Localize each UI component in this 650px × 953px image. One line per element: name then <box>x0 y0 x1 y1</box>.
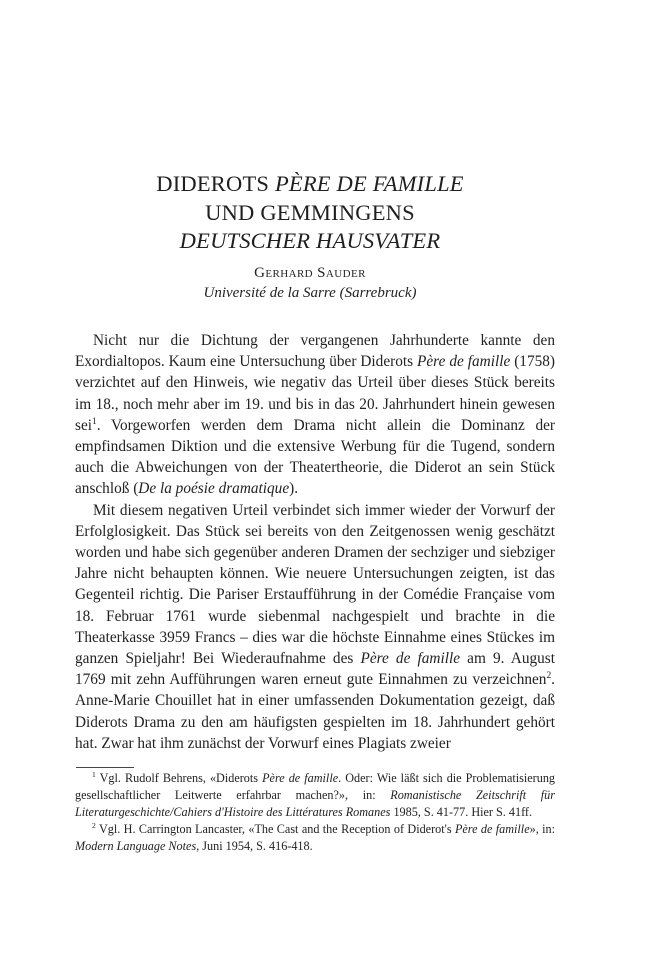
italic-run: De la poésie dramatique <box>138 480 290 498</box>
italic-run: Père de famille <box>454 822 530 837</box>
footnote-1 <box>75 770 555 821</box>
italic-run: Père de famille <box>360 650 461 668</box>
title-italic: PÈRE DE FAMILLE <box>274 171 464 196</box>
author-name: Gerhard Sauder <box>254 265 366 281</box>
text-run: . Vorgeworfen werden dem Drama nicht allein die Dominanz der empfindsamen Diktion und die extensive Werbung für die Tugend, sondern auch die Abweichungen von der Theatertheorie, die Diderot an sein Stück anschloß ( <box>75 416 555 498</box>
footnote-ref-1[interactable]: 1 <box>92 416 97 427</box>
footnote-ref-2[interactable]: 2 <box>546 671 552 682</box>
title-line-3 <box>0 227 620 255</box>
footnote-divider <box>76 767 134 768</box>
footnote-number: 2 <box>92 821 96 831</box>
title-italic-2: DEUTSCHER HAUSVATER <box>179 228 441 253</box>
text-run: Vgl. H. Carrington Lancaster, «The Cast and the Reception of Diderot's <box>95 822 455 837</box>
footnote-2 <box>75 821 555 855</box>
paragraph-1 <box>75 330 555 500</box>
italic-run: Père de famille <box>262 771 339 785</box>
title-upright: DIDEROTS <box>156 171 275 196</box>
text-run: Mit diesem negativen Urteil verbindet sich immer wieder der Vorwurf der Erfolglosigkeit. Das Stück sei bereits von den Zeitgenossen wenig geschätzt worden und habe sich gegenüber anderen Dramen der sechziger und siebziger Jahre nicht behaupten können. Wie neuere Untersuchungen zeigten, ist das Gegenteil richtig. Die Pariser Erstaufführung in der Comédie Française vom 18. Februar 1761 wurde siebenmal nachgespielt und brachte in die Theaterkasse 3959 Francs – dies war die höchste Einnahme eines Stückes im ganzen Spieljahr! Bei Wiederaufnahme des <box>75 501 555 668</box>
title-line-1 <box>0 170 620 198</box>
text-run: (1758) verzichtet auf den Hinweis, wie negativ das Urteil über dieses Stück bereits im 18., noch mehr aber im 19. und bis in das 20. Jahrhundert hinein gewesen sei <box>75 353 555 434</box>
text-run: ). <box>289 480 299 498</box>
text-run: 1985, S. 41-77. Hier S. 41ff. <box>390 805 533 820</box>
italic-run: Romanistische Zeitschrift für Literaturgeschichte/Cahiers d'Histoire des Littératures Romanes <box>75 788 555 820</box>
italic-run: Modern Language Notes <box>75 839 197 854</box>
text-run: Nicht nur die Dichtung der vergangenen Jahrhunderte kannte den Exordialtopos. Kaum eine Untersuchung über Diderots <box>75 332 555 371</box>
text-run: . Oder: Wie läßt sich die Problematisierung gesellschaftlicher Leitwerte erfahrbar machen?», in: <box>75 771 556 803</box>
footnote-number: 1 <box>92 769 96 779</box>
title-line-2: UND GEMMINGENS <box>205 200 415 225</box>
text-run: Vgl. Rudolf Behrens, «Diderots <box>95 771 263 785</box>
footnotes <box>75 770 555 855</box>
text-run: am 9. August 1769 mit zehn Aufführungen waren erneut gute Einnahmen zu verzeichnen <box>75 650 555 689</box>
text-run: », in: <box>529 822 555 837</box>
text-run: , Juni 1954, S. 416-418. <box>196 839 313 854</box>
author-affiliation: Université de la Sarre (Sarrebruck) <box>203 285 417 301</box>
paragraph-2 <box>75 500 555 754</box>
article-body <box>75 330 555 754</box>
text-run: . Anne-Marie Chouillet hat in einer umfassenden Dokumentation gezeigt, daß Diderots Drama zu den am häufigsten gespielten im 18. Jahrhundert gehört hat. Zwar hat ihm zunächst der Vorwurf eines Plagiats zweier <box>75 671 555 752</box>
italic-run: Père de famille <box>417 353 511 371</box>
